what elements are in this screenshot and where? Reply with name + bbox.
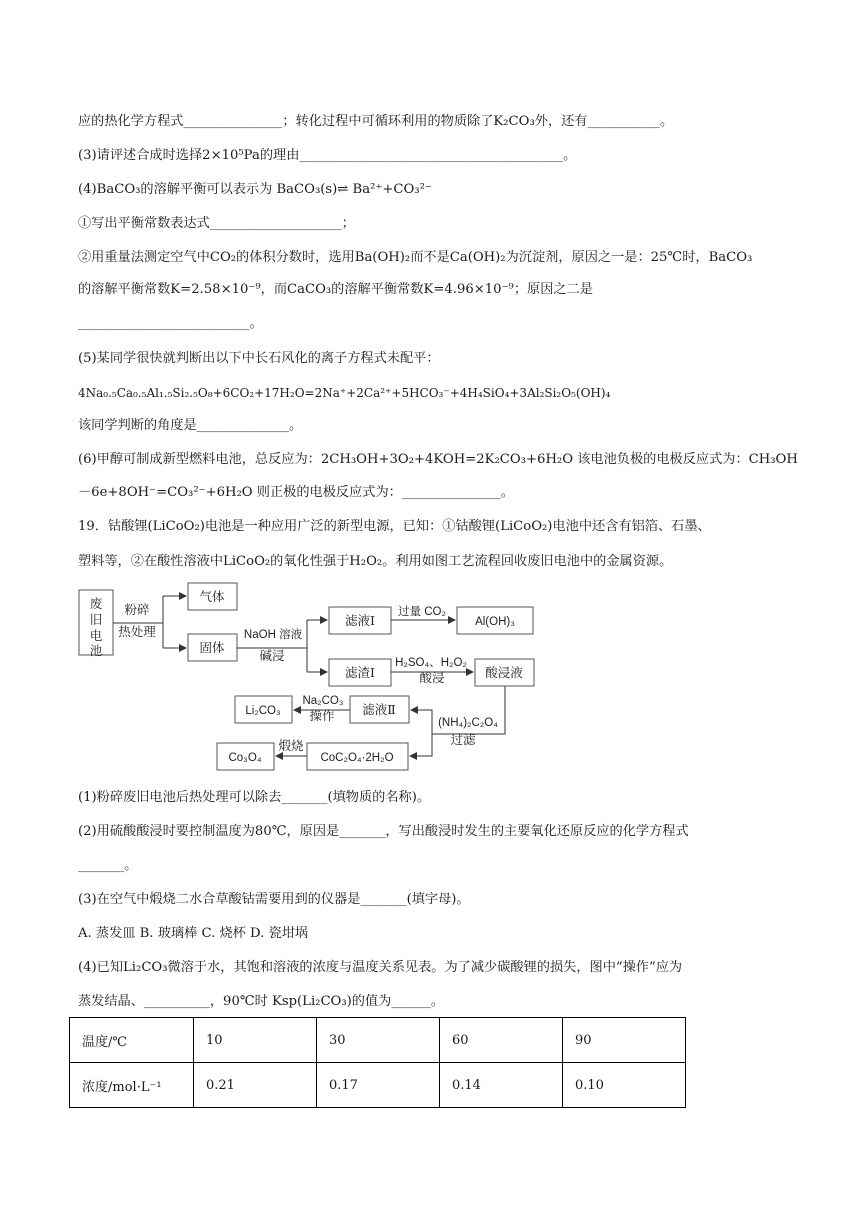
text-line-3: (4)BaCO₃的溶解平衡可以表示为 BaCO₃(s)⇌ Ba²⁺+CO₃²⁻ bbox=[78, 182, 432, 197]
text-line-11: (6)甲醇可制成新型燃料电池，总反应为：2CH₃OH+3O₂+4KOH=2K₂CO₃+6H₂O 该电池负极的电极反应式为：CH₃OH bbox=[78, 452, 798, 467]
text-line-4: ①写出平衡常数表达式____________________； bbox=[78, 216, 355, 231]
table-row bbox=[70, 1018, 686, 1063]
label-acid-liquid: 酸浸液 bbox=[485, 665, 523, 680]
question-4b: 蒸发结晶、__________，90℃时 Ksp(Li₂CO₃)的值为______。 bbox=[78, 994, 445, 1009]
text-line-5: ②用重量法测定空气中CO₂的体积分数时，选用Ba(OH)₂而不是Ca(OH)₂为沉淀剂，原因之一是：25℃时，BaCO₃ bbox=[78, 250, 753, 265]
text-line-10: 该同学判断的角度是______________。 bbox=[78, 418, 303, 433]
label-battery-3: 电 bbox=[89, 628, 103, 643]
table-cell: 10 bbox=[194, 1018, 317, 1063]
label-filtrate2: 滤液Ⅱ bbox=[362, 702, 396, 717]
table-row bbox=[70, 1063, 686, 1108]
label-battery-2: 旧 bbox=[89, 612, 103, 627]
table-cell: 0.21 bbox=[194, 1063, 317, 1108]
text-line-6: 的溶解平衡常数K=2.58×10⁻⁹，而CaCO₃的溶解平衡常数K=4.96×10⁻⁹；原因之二是 bbox=[78, 282, 593, 297]
text-line-7: __________________________。 bbox=[78, 316, 263, 331]
text-line-9: 4Na₀.₅Ca₀.₅Al₁.₅Si₂.₅O₈+6CO₂+17H₂O=2Na⁺+2Ca²⁺+5HCO₃⁻+4H₄SiO₄+3Al₂Si₂O₅(OH)₄ bbox=[78, 386, 611, 400]
text-line-13: 19．钴酸锂(LiCoO₂)电池是一种应用广泛的新型电源，已知：①钴酸锂(LiCoO₂)电池中还含有铝箔、石墨、 bbox=[78, 519, 711, 534]
label-operation: 操作 bbox=[309, 708, 335, 723]
label-filtration: 过滤 bbox=[450, 732, 476, 747]
table-cell: 浓度/mol·L⁻¹ bbox=[70, 1063, 194, 1108]
label-acid-leach: 酸浸 bbox=[419, 670, 445, 685]
label-battery-4: 池 bbox=[89, 643, 103, 658]
table-cell: 60 bbox=[440, 1018, 563, 1063]
label-gas: 气体 bbox=[199, 589, 225, 604]
label-calcine: 煅烧 bbox=[278, 738, 304, 753]
label-aloh3: Al(OH)₃ bbox=[475, 616, 515, 628]
label-co3o4: Co₃O₄ bbox=[228, 752, 262, 764]
table-cell: 0.17 bbox=[317, 1063, 440, 1108]
label-nh4-c2o4: (NH₄)₂C₂O₄ bbox=[438, 717, 498, 729]
table-cell: 30 bbox=[317, 1018, 440, 1063]
text-line-8: (5)某同学很快就判断出以下中长石风化的离子方程式未配平： bbox=[78, 351, 440, 366]
solubility-table bbox=[69, 1017, 686, 1108]
table-cell: 0.10 bbox=[563, 1063, 686, 1108]
label-coc2o4: CoC₂O₄·2H₂O bbox=[320, 752, 394, 764]
arrow-to-coc2o4 bbox=[410, 734, 432, 756]
text-line-12: －6e+8OH⁻=CO₃²⁻+6H₂O 则正极的电极反应式为：_______________。 bbox=[78, 485, 514, 500]
label-filtrate1: 滤液Ⅰ bbox=[345, 613, 375, 628]
label-na2co3: Na₂CO₃ bbox=[302, 695, 344, 707]
label-li2co3: Li₂CO₃ bbox=[245, 705, 281, 717]
label-residue1: 滤渣Ⅰ bbox=[345, 665, 375, 680]
question-3-options: A. 蒸发皿 B. 玻璃棒 C. 烧杯 D. 瓷坩埚 bbox=[78, 926, 309, 941]
question-1: (1)粉碎废旧电池后热处理可以除去_______(填物质的名称)。 bbox=[78, 790, 431, 805]
label-excess-co2: 过量 CO₂ bbox=[398, 606, 446, 618]
label-naoh: NaOH 溶液 bbox=[243, 629, 303, 641]
table-cell: 90 bbox=[563, 1018, 686, 1063]
text-line-2: (3)请评述合成时选择2×10⁵Pa的理由________________________________________。 bbox=[78, 148, 577, 163]
label-solid: 固体 bbox=[199, 640, 225, 655]
table-cell: 0.14 bbox=[440, 1063, 563, 1108]
label-battery-1: 废 bbox=[89, 596, 103, 611]
text-line-14: 塑料等，②在酸性溶液中LiCoO₂的氧化性强于H₂O₂。利用如图工艺流程回收废旧电池中的金属资源。 bbox=[78, 554, 673, 569]
label-crush: 粉碎 bbox=[124, 602, 150, 617]
table-cell: 温度/℃ bbox=[70, 1018, 194, 1063]
text-line-1: 应的热化学方程式_______________；转化过程中可循环利用的物质除了K₂CO₃外，还有___________。 bbox=[78, 114, 674, 129]
question-4: (4)已知Li₂CO₃微溶于水，其饱和溶液的浓度与温度关系见表。为了减少碳酸锂的损失，图中“操作”应为 bbox=[78, 960, 683, 975]
question-2b: _______。 bbox=[78, 858, 138, 873]
label-heat: 热处理 bbox=[118, 624, 156, 639]
label-alkali-leach: 碱浸 bbox=[259, 648, 285, 663]
question-2: (2)用硫酸酸浸时要控制温度为80℃，原因是_______，写出酸浸时发生的主要氧化还原反应的化学方程式 bbox=[78, 824, 689, 839]
question-3: (3)在空气中煅烧二水合草酸钴需要用到的仪器是_______(填字母)。 bbox=[78, 892, 470, 907]
label-h2so4-h2o2: H₂SO₄、H₂O₂ bbox=[395, 657, 467, 669]
